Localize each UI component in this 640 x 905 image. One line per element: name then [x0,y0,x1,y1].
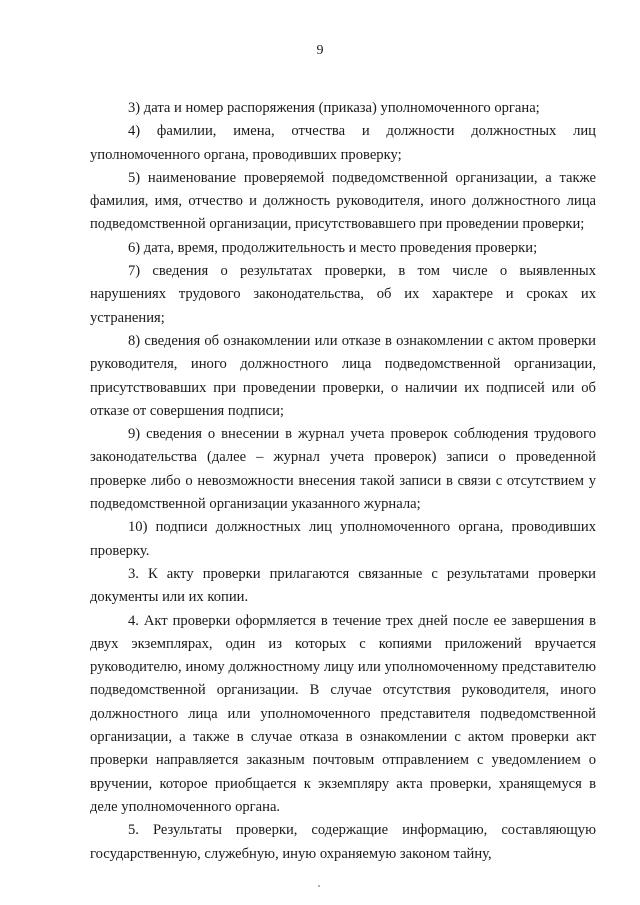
clause-3-attachments: 3. К акту проверки прилагаются связанные с результатами проверки документы или их копии. [90,565,596,606]
list-item-9-journal-entry: 9) сведения о внесении в журнал учета проверок соблюдения трудового законодательства (далее – журнал учета проверок) записи о проведенной проверке либо о невозможности внесения такой записи в связи с отсутствием у подведомственной организации указанного журнала; [90,426,596,513]
list-item-4-inspector-names: 4) фамилии, имена, отчества и должности должностных лиц уполномоченного органа, проводивших проверку; [90,123,596,163]
page-number: 9 [316,43,324,58]
clause-4-act-execution: 4. Акт проверки оформляется в течение трех дней после ее завершения в двух экземплярах, один из которых с копиями приложений вручается руководителю, иному должностному лицу или уполномоченному представителю подведомственной организации. В случае отсутствия руководителя, иного должностного лица или уполномоченного представителя подведомственной организации, а также в случае отказа в ознакомлении с актом проверки акт проверки направляется заказным почтовым отправлением с уведомлением о вручении, которое приобщается к экземпляру акта проверки, хранящемуся в деле уполномоченного органа. [90,612,596,815]
list-item-8-acknowledgement: 8) сведения об ознакомлении или отказе в ознакомлении с актом проверки руководителя, иного должностного лица подведомственной организации, присутствовавших при проведении проверки, о наличии их подписей или об отказе от совершения подписи; [90,332,596,419]
clause-5-results-secrecy: 5. Результаты проверки, содержащие информацию, составляющую государственную, служебную, иную охраняемую законом тайну, [90,822,596,862]
list-item-5-organization-name: 5) наименование проверяемой подведомственной организации, а также фамилия, имя, отчество и должность руководителя, иного должностного лица подведомственной организации, присутствовавшего при проведении проверки; [90,169,596,233]
list-item-7-inspection-results: 7) сведения о результатах проверки, в том числе о выявленных нарушениях трудового законодательства, об их характере и сроках их устранения; [90,263,596,326]
list-item-10-signatures: 10) подписи должностных лиц уполномоченного органа, проводивших проверку. [90,519,596,559]
scan-speck [318,885,320,887]
list-item-6-date-time-place: 6) дата, время, продолжительность и место проведения проверки; [128,239,538,256]
list-item-3-order-details: 3) дата и номер распоряжения (приказа) уполномоченного органа; [128,100,540,116]
document-body [90,97,596,866]
